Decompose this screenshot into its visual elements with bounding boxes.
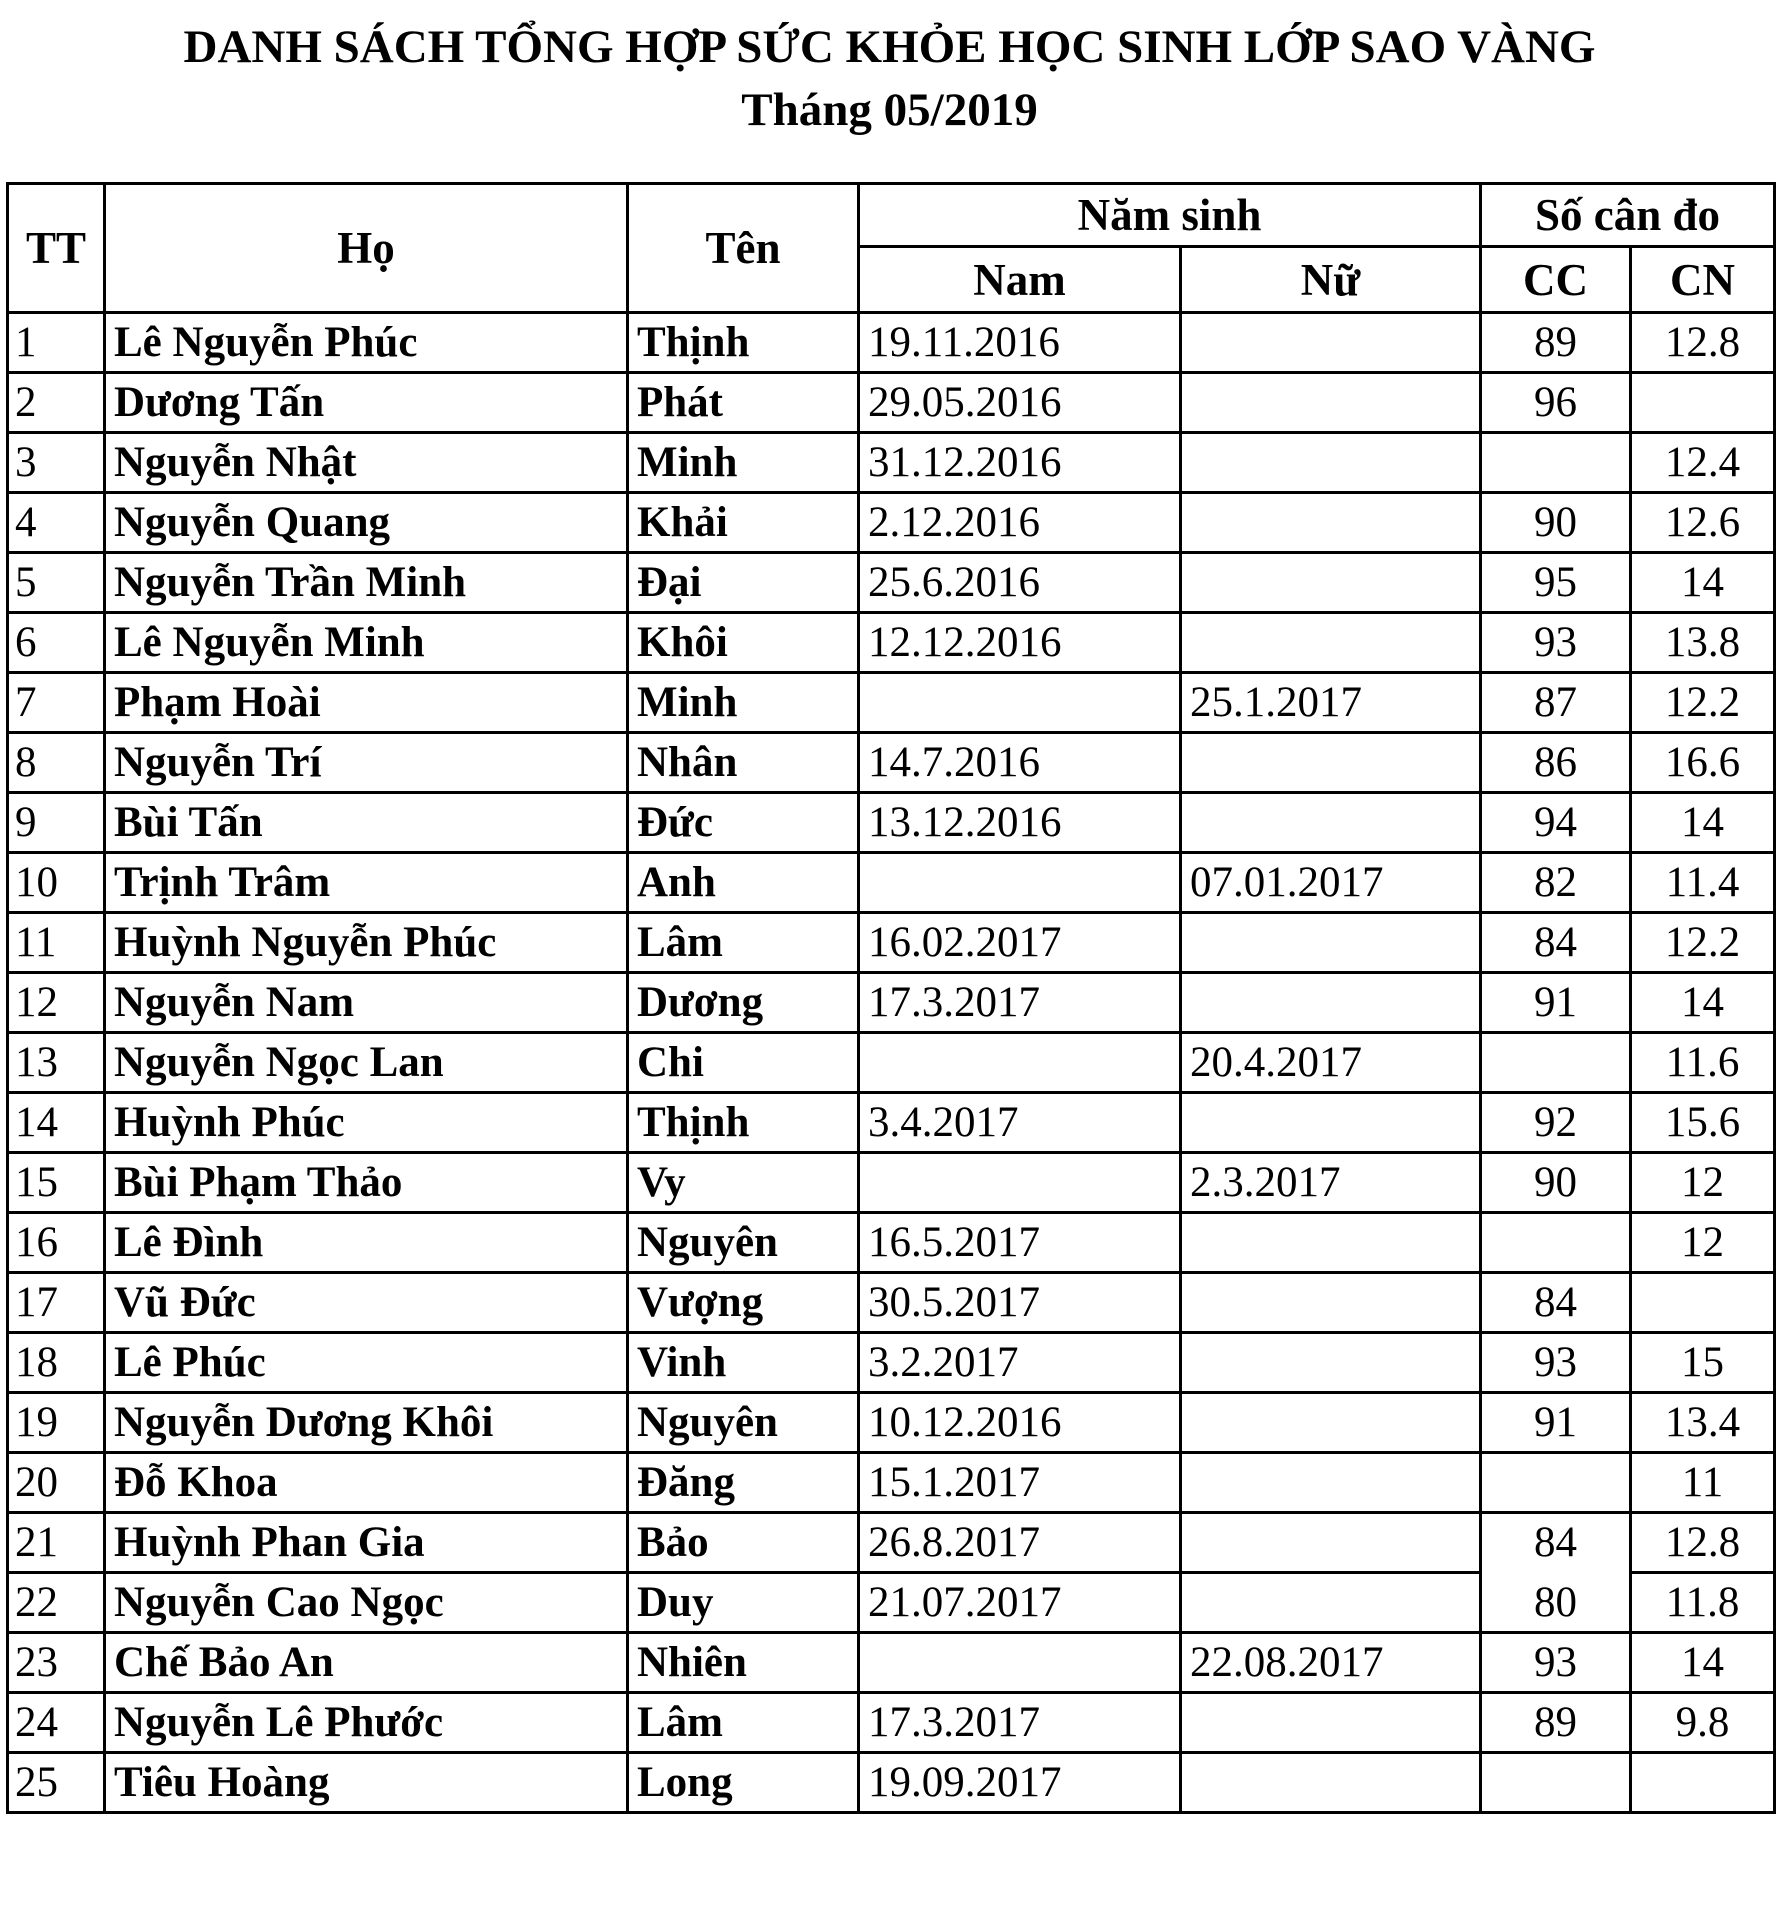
header-cc: CC <box>1481 247 1631 313</box>
cell-nu <box>1181 793 1481 853</box>
table-row <box>8 913 1775 973</box>
cell-tt: 24 <box>8 1693 105 1753</box>
cell-tt: 10 <box>8 853 105 913</box>
table-row <box>8 973 1775 1033</box>
cell-ten: Anh <box>628 853 859 913</box>
cell-tt: 1 <box>8 313 105 373</box>
cell-nu <box>1181 733 1481 793</box>
cell-nu <box>1181 1393 1481 1453</box>
cell-tt: 14 <box>8 1093 105 1153</box>
cell-nu <box>1181 1453 1481 1513</box>
cell-ten: Khôi <box>628 613 859 673</box>
cell-ten: Nguyên <box>628 1393 859 1453</box>
cell-tt: 8 <box>8 733 105 793</box>
table-row <box>8 313 1775 373</box>
cell-ten: Bảo <box>628 1513 859 1573</box>
table-row <box>8 1633 1775 1693</box>
cell-tt: 4 <box>8 493 105 553</box>
cell-ho: Nguyễn Dương Khôi <box>105 1393 628 1453</box>
cell-ten: Minh <box>628 433 859 493</box>
cell-cc: 82 <box>1481 853 1631 913</box>
cell-ten: Chi <box>628 1033 859 1093</box>
cell-ten: Đăng <box>628 1453 859 1513</box>
table-row <box>8 1573 1775 1633</box>
cell-cc: 91 <box>1481 1393 1631 1453</box>
cell-nam: 29.05.2016 <box>859 373 1181 433</box>
cell-nu: 20.4.2017 <box>1181 1033 1481 1093</box>
cell-nam <box>859 1033 1181 1093</box>
cell-ten: Nguyên <box>628 1213 859 1273</box>
table-row <box>8 1693 1775 1753</box>
cell-nu <box>1181 1093 1481 1153</box>
table-row <box>8 793 1775 853</box>
cell-ten: Vượng <box>628 1273 859 1333</box>
cell-cc: 84 <box>1481 1273 1631 1333</box>
cell-cn: 11.6 <box>1631 1033 1775 1093</box>
table-row <box>8 613 1775 673</box>
cell-cn: 11 <box>1631 1453 1775 1513</box>
cell-ten: Duy <box>628 1573 859 1633</box>
cell-cn <box>1631 373 1775 433</box>
cell-ho: Đỗ Khoa <box>105 1453 628 1513</box>
cell-cn: 16.6 <box>1631 733 1775 793</box>
cell-nam: 17.3.2017 <box>859 1693 1181 1753</box>
cell-ho: Huỳnh Nguyễn Phúc <box>105 913 628 973</box>
cell-cn: 12.6 <box>1631 493 1775 553</box>
cell-tt: 6 <box>8 613 105 673</box>
cell-nu <box>1181 433 1481 493</box>
cell-nam: 19.11.2016 <box>859 313 1181 373</box>
cell-nam: 19.09.2017 <box>859 1753 1181 1813</box>
cell-ho: Lê Nguyễn Phúc <box>105 313 628 373</box>
cell-tt: 3 <box>8 433 105 493</box>
cell-ho: Chế Bảo An <box>105 1633 628 1693</box>
cell-cn: 9.8 <box>1631 1693 1775 1753</box>
cell-cc: 87 <box>1481 673 1631 733</box>
cell-ho: Nguyễn Trần Minh <box>105 553 628 613</box>
cell-cc: 93 <box>1481 1333 1631 1393</box>
cell-cn: 13.4 <box>1631 1393 1775 1453</box>
cell-nu <box>1181 1693 1481 1753</box>
cell-cc: 89 <box>1481 313 1631 373</box>
cell-ten: Long <box>628 1753 859 1813</box>
cell-nam: 30.5.2017 <box>859 1273 1181 1333</box>
cell-tt: 9 <box>8 793 105 853</box>
table-row <box>8 1213 1775 1273</box>
document-title: DANH SÁCH TỔNG HỢP SỨC KHỎE HỌC SINH LỚP SAO VÀNG <box>183 21 1596 73</box>
cell-cn: 15.6 <box>1631 1093 1775 1153</box>
cell-cc: 93 <box>1481 613 1631 673</box>
cell-cc: 86 <box>1481 733 1631 793</box>
table-row <box>8 373 1775 433</box>
cell-ho: Lê Nguyễn Minh <box>105 613 628 673</box>
cell-cc: 96 <box>1481 373 1631 433</box>
cell-cn: 13.8 <box>1631 613 1775 673</box>
header-nam-sinh: Năm sinh <box>859 184 1481 247</box>
cell-tt: 15 <box>8 1153 105 1213</box>
header-cn: CN <box>1631 247 1775 313</box>
cell-tt: 5 <box>8 553 105 613</box>
cell-cc <box>1481 1213 1631 1273</box>
cell-ho: Phạm Hoài <box>105 673 628 733</box>
table-row <box>8 1393 1775 1453</box>
cell-nu <box>1181 373 1481 433</box>
cell-cc: 91 <box>1481 973 1631 1033</box>
cell-ten: Dương <box>628 973 859 1033</box>
cell-ten: Minh <box>628 673 859 733</box>
cell-ho: Trịnh Trâm <box>105 853 628 913</box>
cell-cc <box>1481 1453 1631 1513</box>
cell-tt: 2 <box>8 373 105 433</box>
cell-ho: Nguyễn Ngọc Lan <box>105 1033 628 1093</box>
cell-cn: 14 <box>1631 553 1775 613</box>
cell-nam: 10.12.2016 <box>859 1393 1181 1453</box>
cell-ho: Nguyễn Nam <box>105 973 628 1033</box>
cell-ho: Bùi Phạm Thảo <box>105 1153 628 1213</box>
cell-cn: 12.8 <box>1631 313 1775 373</box>
table-row <box>8 1093 1775 1153</box>
cell-nu <box>1181 1753 1481 1813</box>
cell-tt: 25 <box>8 1753 105 1813</box>
table-row <box>8 1513 1775 1573</box>
cell-tt: 23 <box>8 1633 105 1693</box>
cell-ho: Nguyễn Lê Phước <box>105 1693 628 1753</box>
table-row <box>8 1753 1775 1813</box>
cell-nu <box>1181 1573 1481 1633</box>
cell-cc: 80 <box>1481 1573 1631 1633</box>
cell-nu <box>1181 1273 1481 1333</box>
cell-nu <box>1181 913 1481 973</box>
cell-nam <box>859 1153 1181 1213</box>
cell-cc: 93 <box>1481 1633 1631 1693</box>
cell-nam: 13.12.2016 <box>859 793 1181 853</box>
cell-ho: Nguyễn Nhật <box>105 433 628 493</box>
header-ho: Họ <box>105 184 628 313</box>
cell-tt: 21 <box>8 1513 105 1573</box>
cell-ten: Đại <box>628 553 859 613</box>
table-row <box>8 1333 1775 1393</box>
table-row <box>8 553 1775 613</box>
header-nam: Nam <box>859 247 1181 313</box>
cell-nu: 25.1.2017 <box>1181 673 1481 733</box>
cell-nam: 14.7.2016 <box>859 733 1181 793</box>
cell-cn: 12.2 <box>1631 913 1775 973</box>
table-row <box>8 1153 1775 1213</box>
cell-ten: Thịnh <box>628 1093 859 1153</box>
cell-cc: 95 <box>1481 553 1631 613</box>
document-subtitle: Tháng 05/2019 <box>741 84 1038 136</box>
header-nu: Nữ <box>1181 247 1481 313</box>
cell-ten: Phát <box>628 373 859 433</box>
cell-nu <box>1181 973 1481 1033</box>
cell-nu: 07.01.2017 <box>1181 853 1481 913</box>
cell-nu <box>1181 553 1481 613</box>
cell-tt: 20 <box>8 1453 105 1513</box>
cell-cn <box>1631 1273 1775 1333</box>
cell-tt: 18 <box>8 1333 105 1393</box>
cell-cn: 14 <box>1631 1633 1775 1693</box>
cell-cc: 92 <box>1481 1093 1631 1153</box>
cell-cc: 84 <box>1481 913 1631 973</box>
cell-ten: Vy <box>628 1153 859 1213</box>
cell-cc: 84 <box>1481 1513 1631 1573</box>
cell-ten: Khải <box>628 493 859 553</box>
cell-cn: 12.8 <box>1631 1513 1775 1573</box>
cell-cn: 12.4 <box>1631 433 1775 493</box>
cell-cn: 12 <box>1631 1213 1775 1273</box>
table-body <box>8 313 1775 1813</box>
cell-cc: 90 <box>1481 1153 1631 1213</box>
cell-nam: 26.8.2017 <box>859 1513 1181 1573</box>
table-row <box>8 493 1775 553</box>
cell-nu <box>1181 1213 1481 1273</box>
cell-cn: 12.2 <box>1631 673 1775 733</box>
cell-tt: 22 <box>8 1573 105 1633</box>
cell-tt: 7 <box>8 673 105 733</box>
table-row <box>8 1273 1775 1333</box>
cell-nam: 16.02.2017 <box>859 913 1181 973</box>
cell-nam: 17.3.2017 <box>859 973 1181 1033</box>
cell-tt: 17 <box>8 1273 105 1333</box>
table-row <box>8 733 1775 793</box>
table-row <box>8 1453 1775 1513</box>
cell-ho: Bùi Tấn <box>105 793 628 853</box>
cell-cc: 94 <box>1481 793 1631 853</box>
cell-ho: Nguyễn Trí <box>105 733 628 793</box>
health-summary-table <box>6 182 1776 1814</box>
cell-nu <box>1181 1333 1481 1393</box>
cell-cc <box>1481 433 1631 493</box>
cell-ho: Nguyễn Quang <box>105 493 628 553</box>
cell-nam: 15.1.2017 <box>859 1453 1181 1513</box>
cell-nu <box>1181 1513 1481 1573</box>
cell-nu: 22.08.2017 <box>1181 1633 1481 1693</box>
cell-tt: 13 <box>8 1033 105 1093</box>
cell-tt: 12 <box>8 973 105 1033</box>
cell-nu <box>1181 493 1481 553</box>
cell-cn: 14 <box>1631 793 1775 853</box>
cell-ho: Nguyễn Cao Ngọc <box>105 1573 628 1633</box>
table-row <box>8 433 1775 493</box>
cell-tt: 19 <box>8 1393 105 1453</box>
cell-cn: 15 <box>1631 1333 1775 1393</box>
cell-ten: Đức <box>628 793 859 853</box>
cell-tt: 16 <box>8 1213 105 1273</box>
cell-ten: Lâm <box>628 913 859 973</box>
cell-nu <box>1181 613 1481 673</box>
cell-ho: Tiêu Hoàng <box>105 1753 628 1813</box>
header-tt: TT <box>8 184 105 313</box>
cell-ten: Thịnh <box>628 313 859 373</box>
cell-nam: 31.12.2016 <box>859 433 1181 493</box>
cell-cn: 11.4 <box>1631 853 1775 913</box>
cell-nam <box>859 853 1181 913</box>
cell-cc <box>1481 1753 1631 1813</box>
table-row <box>8 1033 1775 1093</box>
cell-cc: 90 <box>1481 493 1631 553</box>
header-ten: Tên <box>628 184 859 313</box>
cell-nam: 16.5.2017 <box>859 1213 1181 1273</box>
cell-nam: 3.2.2017 <box>859 1333 1181 1393</box>
cell-cc: 89 <box>1481 1693 1631 1753</box>
cell-nam <box>859 1633 1181 1693</box>
cell-ten: Nhiên <box>628 1633 859 1693</box>
cell-nam: 12.12.2016 <box>859 613 1181 673</box>
cell-cn: 12 <box>1631 1153 1775 1213</box>
cell-nam <box>859 673 1181 733</box>
cell-ten: Lâm <box>628 1693 859 1753</box>
cell-tt: 11 <box>8 913 105 973</box>
cell-ho: Lê Phúc <box>105 1333 628 1393</box>
cell-ho: Vũ Đức <box>105 1273 628 1333</box>
cell-ten: Nhân <box>628 733 859 793</box>
cell-cn: 11.8 <box>1631 1573 1775 1633</box>
cell-ho: Dương Tấn <box>105 373 628 433</box>
cell-ho: Huỳnh Phan Gia <box>105 1513 628 1573</box>
cell-cc <box>1481 1033 1631 1093</box>
table-row <box>8 673 1775 733</box>
table-header <box>8 184 1775 313</box>
table-row <box>8 853 1775 913</box>
cell-cn <box>1631 1753 1775 1813</box>
cell-nam: 25.6.2016 <box>859 553 1181 613</box>
cell-nam: 21.07.2017 <box>859 1573 1181 1633</box>
cell-nam: 2.12.2016 <box>859 493 1181 553</box>
cell-nu: 2.3.2017 <box>1181 1153 1481 1213</box>
cell-ho: Huỳnh Phúc <box>105 1093 628 1153</box>
header-so-can-do: Số cân đo <box>1481 184 1775 247</box>
cell-nu <box>1181 313 1481 373</box>
cell-nam: 3.4.2017 <box>859 1093 1181 1153</box>
cell-cn: 14 <box>1631 973 1775 1033</box>
cell-ho: Lê Đình <box>105 1213 628 1273</box>
cell-ten: Vinh <box>628 1333 859 1393</box>
